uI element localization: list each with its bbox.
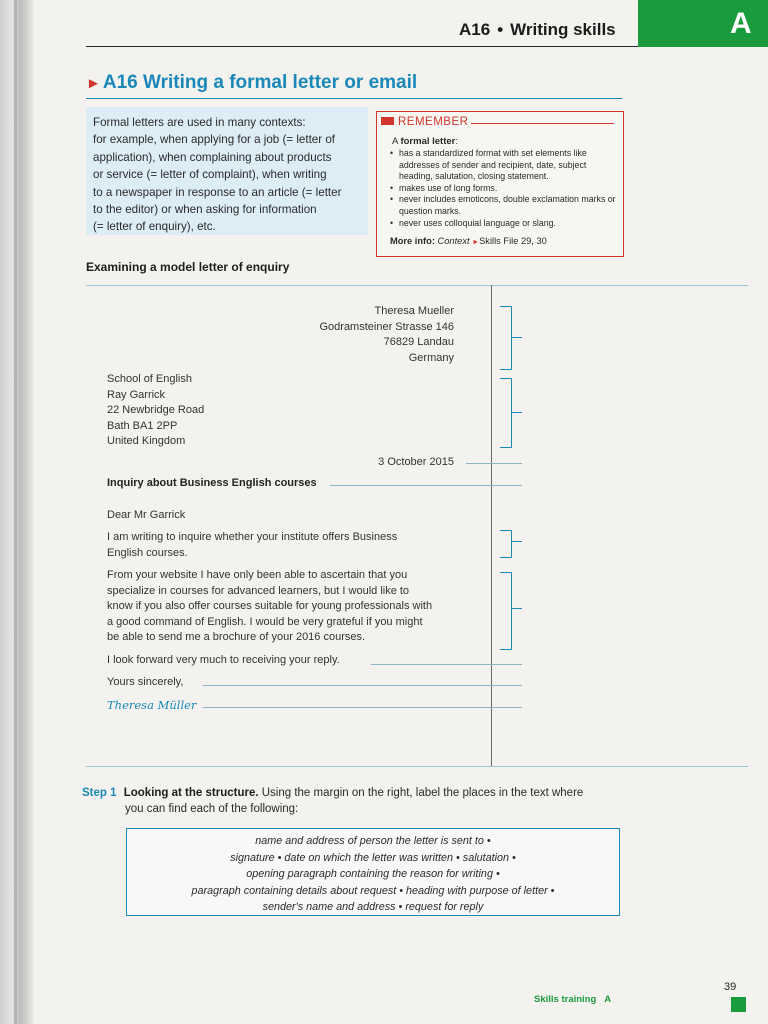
intro-text	[93, 114, 361, 236]
paragraph-line: specialize in courses for advanced learners, but I would like to	[107, 584, 410, 597]
recipient-address	[107, 372, 204, 450]
letter-top-rule	[86, 285, 748, 286]
options-box	[126, 828, 620, 916]
recipient-line: United Kingdom	[107, 435, 186, 447]
answer-line-closing[interactable]	[371, 664, 522, 665]
header-dot: •	[497, 20, 504, 39]
answer-line-subject[interactable]	[330, 485, 522, 486]
letter-signature: Theresa Müller	[107, 698, 197, 712]
recipient-line: Bath BA1 2PP	[107, 419, 178, 432]
footer-marker	[731, 997, 746, 1012]
header-title-text: Writing skills	[510, 20, 616, 39]
page-header-title	[459, 20, 616, 40]
remember-list	[390, 148, 618, 229]
bracket-opening	[500, 530, 512, 558]
letter-salutation: Dear Mr Garrick	[107, 509, 186, 521]
bracket-details	[500, 572, 512, 650]
letter-signoff: Yours sincerely,	[107, 676, 184, 688]
footer-label-text: Skills training	[534, 994, 597, 1005]
more-info-label: More info:	[390, 236, 435, 246]
intro-line: to the editor) or when asking for information	[93, 203, 317, 217]
opening-paragraph	[107, 530, 447, 561]
option-line: signature • date on which the letter was written • salutation •	[230, 851, 516, 864]
remember-intro	[392, 136, 458, 147]
letter-date: 3 October 2015	[378, 456, 454, 468]
footer-letter: A	[604, 994, 612, 1005]
section-tab-letter: A	[730, 7, 752, 40]
option-line: opening paragraph containing the reason for writing •	[246, 868, 500, 880]
remember-intro-end: :	[455, 136, 458, 147]
bracket-tick	[512, 412, 522, 413]
option-line: sender's name and address • request for reply	[262, 901, 484, 913]
option-line: name and address of person the letter is sent to •	[255, 835, 491, 847]
remember-point: • has a standardized format with set elements like addresses of sender and recipient, date, subject heading, salutation, closing statement.	[390, 148, 618, 183]
paragraph-line: a good command of English. I would be very grateful if you might	[107, 615, 423, 628]
answer-line-signoff[interactable]	[203, 685, 522, 686]
section-code: A16	[102, 72, 138, 93]
recipient-line: Ray Garrick	[107, 388, 166, 401]
sender-line: Godramsteiner Strasse 146	[319, 320, 454, 333]
margin-divider	[491, 285, 492, 766]
header-unit: A16	[459, 20, 491, 39]
bracket-tick	[512, 337, 522, 338]
bracket-tick	[512, 541, 522, 542]
more-info	[390, 236, 547, 246]
more-info-context: Context	[437, 236, 470, 246]
remember-point: • never uses colloquial language or slang.	[390, 218, 618, 230]
paragraph-line: English courses.	[107, 546, 188, 559]
answer-line-date[interactable]	[466, 463, 522, 464]
sender-line: 76829 Landau	[383, 336, 454, 348]
letter-subject: Inquiry about Business English courses	[107, 477, 317, 489]
book-binding	[0, 0, 34, 1024]
option-line: paragraph containing details about request • heading with purpose of letter •	[191, 884, 555, 897]
recipient-line: School of English	[107, 373, 192, 385]
remember-point: • makes use of long forms.	[390, 183, 618, 195]
bracket-tick	[512, 608, 522, 609]
section-title-text: Writing a formal letter or email	[143, 72, 418, 93]
remember-heading	[381, 116, 468, 128]
bracket-recipient	[500, 378, 512, 448]
sender-address	[300, 304, 454, 366]
intro-line: application), when complaining about products	[93, 150, 332, 164]
page-number: 39	[724, 981, 737, 993]
letter-bottom-rule	[86, 766, 748, 767]
paragraph-line: From your website I have only been able to ascertain that you	[107, 569, 408, 581]
details-paragraph	[107, 568, 459, 646]
sender-line: Germany	[408, 351, 454, 364]
intro-line: for example, when applying for a job (= letter of	[93, 133, 335, 147]
intro-line: Formal letters are used in many contexts:	[93, 116, 306, 129]
remember-intro-bold: formal letter	[400, 136, 456, 147]
binding-crease	[14, 0, 17, 1024]
arrow-icon: ►	[86, 75, 101, 92]
section-tab	[638, 0, 768, 47]
remember-box	[376, 111, 624, 257]
footer-label	[534, 994, 611, 1005]
letter-closing: I look forward very much to receiving your reply.	[107, 654, 340, 666]
step-number: Step 1	[82, 787, 117, 799]
remember-intro-a: A	[392, 136, 398, 147]
step-1-instruction	[82, 785, 622, 817]
remember-heading-rule	[471, 123, 614, 124]
intro-line: or service (= letter of complaint), when writing	[93, 168, 327, 182]
step-text-continued: you can find each of the following:	[125, 803, 299, 815]
recipient-line: 22 Newbridge Road	[107, 404, 205, 416]
step-text: Using the margin on the right, label the places in the text where	[261, 787, 584, 799]
intro-line: (= letter of enquiry), etc.	[93, 220, 216, 234]
intro-line: to a newspaper in response to an article (= letter	[93, 185, 342, 199]
section-rule	[86, 98, 622, 99]
paragraph-line: I am writing to inquire whether your institute offers Business	[107, 531, 398, 543]
bracket-sender	[500, 306, 512, 370]
header-rule	[86, 46, 638, 47]
remember-point: • never includes emoticons, double exclamation marks or question marks.	[390, 194, 618, 217]
subheading: Examining a model letter of enquiry	[86, 260, 290, 274]
paragraph-line: be able to send me a brochure of your 2016 courses.	[107, 631, 366, 643]
answer-line-signature[interactable]	[203, 707, 522, 708]
more-info-reference: Skills File 29, 30	[479, 236, 547, 246]
paragraph-line: know if you also offer courses suitable for young professionals with	[107, 600, 433, 612]
step-title: Looking at the structure.	[123, 787, 259, 799]
remember-marker	[381, 117, 394, 125]
section-title	[86, 72, 417, 94]
arrow-icon: ►	[472, 239, 480, 246]
sender-line: Theresa Mueller	[374, 305, 454, 317]
remember-heading-text: REMEMBER	[398, 116, 469, 128]
